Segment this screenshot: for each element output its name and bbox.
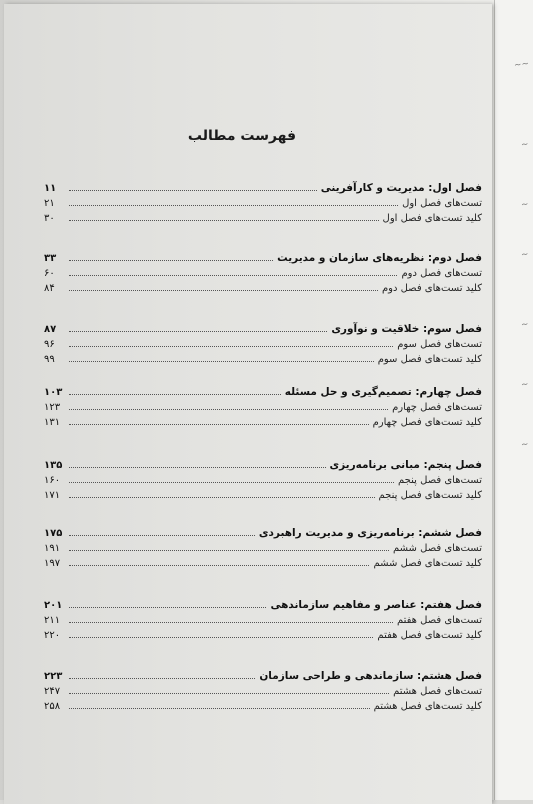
- page-number: ۸۴: [44, 283, 55, 294]
- dot-leader: [69, 393, 281, 395]
- dot-leader: [69, 677, 255, 679]
- margin-handwriting: ~~: [513, 58, 530, 72]
- dot-leader: [69, 692, 389, 694]
- book-page: [4, 4, 492, 804]
- margin-handwriting: ~: [520, 379, 530, 391]
- page-title: فهرست مطالب: [187, 128, 297, 144]
- page-number: ۱۱: [44, 183, 57, 194]
- dot-leader: [69, 274, 397, 276]
- tests-entry[interactable]: [44, 398, 482, 413]
- tests-entry-label: تست‌های فصل سوم: [397, 339, 482, 350]
- dot-leader: [69, 636, 373, 638]
- chapter-title[interactable]: [44, 593, 482, 611]
- dot-leader: [69, 534, 255, 536]
- dot-leader: [69, 707, 370, 709]
- page-number: ۱۰۳: [44, 387, 63, 398]
- tests-entry[interactable]: [44, 539, 482, 554]
- dot-leader: [69, 496, 375, 498]
- page-number: ۱۷۵: [44, 528, 63, 539]
- dot-leader: [69, 408, 388, 410]
- dot-leader: [69, 345, 393, 347]
- page-number: ۳۳: [44, 253, 57, 264]
- chapter-title-label: فصل پنجم: مبانی برنامه‌ریزی: [329, 459, 482, 471]
- dot-leader: [69, 564, 369, 566]
- tests-entry[interactable]: [44, 682, 482, 697]
- page-number: ۱۷۱: [44, 490, 61, 501]
- dot-leader: [69, 621, 393, 623]
- chapter-title-label: فصل سوم: خلاقیت و نوآوری: [331, 323, 482, 335]
- dot-leader: [69, 289, 378, 291]
- dot-leader: [69, 549, 389, 551]
- tests-entry-label: تست‌های فصل چهارم: [392, 402, 482, 413]
- tests-entry-label: تست‌های فصل ششم: [392, 543, 482, 554]
- answer-key-entry[interactable]: [44, 350, 482, 365]
- page-number: ۱۶۰: [44, 475, 61, 486]
- page-number: ۱۳۵: [44, 460, 63, 471]
- page-number: ۲۱۱: [44, 615, 61, 626]
- chapter-title-label: فصل هشتم: سازماندهی و طراحی سازمان: [259, 670, 482, 682]
- page-number: ۲۱: [44, 198, 55, 209]
- chapter-title-label: فصل اول: مدیریت و کارآفرینی: [320, 182, 482, 194]
- answer-key-entry-label: کلید تست‌های فصل سوم: [377, 354, 482, 365]
- tests-entry-label: تست‌های فصل دوم: [401, 268, 482, 279]
- answer-key-entry-label: کلید تست‌های فصل پنجم: [378, 490, 482, 501]
- toc-chapter: [44, 453, 482, 501]
- tests-entry-label: تست‌های فصل هشتم: [393, 686, 482, 697]
- chapter-title-label: فصل هفتم: عناصر و مفاهیم سازماندهی: [270, 599, 482, 611]
- toc-chapter: [44, 521, 482, 569]
- toc-chapter: [44, 593, 482, 641]
- toc-chapter: [44, 664, 482, 712]
- chapter-title[interactable]: [44, 453, 482, 471]
- answer-key-entry[interactable]: [44, 279, 482, 294]
- margin-handwriting: ~: [520, 249, 530, 261]
- page-number: ۲۴۷: [44, 686, 61, 697]
- chapter-title[interactable]: [44, 521, 482, 539]
- margin-handwriting: ~: [520, 139, 530, 151]
- chapter-title[interactable]: [44, 176, 482, 194]
- answer-key-entry[interactable]: [44, 554, 482, 569]
- toc-chapter: [44, 380, 482, 428]
- answer-key-entry-label: کلید تست‌های فصل اول: [382, 213, 482, 224]
- page-number: ۹۶: [44, 339, 55, 350]
- page-number: ۲۵۸: [44, 701, 61, 712]
- tests-entry-label: تست‌های فصل هفتم: [396, 615, 482, 626]
- tests-entry[interactable]: [44, 471, 482, 486]
- page-number: ۶۰: [44, 268, 55, 279]
- margin-handwriting: ~: [520, 199, 530, 211]
- tests-entry[interactable]: [44, 611, 482, 626]
- dot-leader: [69, 606, 266, 608]
- tests-entry-label: تست‌های فصل اول: [402, 198, 482, 209]
- dot-leader: [69, 466, 326, 468]
- dot-leader: [69, 481, 394, 483]
- answer-key-entry[interactable]: [44, 626, 482, 641]
- dot-leader: [69, 360, 374, 362]
- answer-key-entry-label: کلید تست‌های فصل هفتم: [377, 630, 482, 641]
- toc-chapter: [44, 176, 482, 224]
- toc-chapter: [44, 317, 482, 365]
- page-number: ۲۲۰: [44, 630, 61, 641]
- answer-key-entry[interactable]: [44, 413, 482, 428]
- tests-entry[interactable]: [44, 264, 482, 279]
- answer-key-entry-label: کلید تست‌های فصل چهارم: [372, 417, 482, 428]
- tests-entry-label: تست‌های فصل پنجم: [398, 475, 482, 486]
- chapter-title-label: فصل دوم: نظریه‌های سازمان و مدیریت: [277, 252, 482, 264]
- chapter-title[interactable]: [44, 317, 482, 335]
- answer-key-entry-label: کلید تست‌های فصل دوم: [381, 283, 482, 294]
- page-number: ۱۹۷: [44, 558, 61, 569]
- answer-key-entry[interactable]: [44, 697, 482, 712]
- chapter-title[interactable]: [44, 380, 482, 398]
- tests-entry[interactable]: [44, 194, 482, 209]
- dot-leader: [69, 423, 369, 425]
- chapter-title[interactable]: [44, 664, 482, 682]
- answer-key-entry[interactable]: [44, 209, 482, 224]
- page-number: ۱۲۳: [44, 402, 61, 413]
- adjacent-page-edge: [494, 0, 533, 800]
- page-number: ۸۷: [44, 324, 57, 335]
- answer-key-entry[interactable]: [44, 486, 482, 501]
- tests-entry[interactable]: [44, 335, 482, 350]
- dot-leader: [69, 204, 398, 206]
- page-number: ۳۰: [44, 213, 55, 224]
- page-number: ۲۲۳: [44, 671, 63, 682]
- margin-handwriting: ~: [520, 439, 530, 451]
- dot-leader: [69, 189, 317, 191]
- chapter-title-label: فصل ششم: برنامه‌ریزی و مدیریت راهبردی: [258, 527, 482, 539]
- dot-leader: [69, 219, 379, 221]
- answer-key-entry-label: کلید تست‌های فصل ششم: [373, 558, 482, 569]
- page-number: ۲۰۱: [44, 600, 63, 611]
- chapter-title[interactable]: [44, 246, 482, 264]
- chapter-title-label: فصل چهارم: تصمیم‌گیری و حل مسئله: [284, 386, 482, 398]
- answer-key-entry-label: کلید تست‌های فصل هشتم: [373, 701, 482, 712]
- dot-leader: [69, 330, 327, 332]
- page-number: ۱۳۱: [44, 417, 61, 428]
- page-number: ۱۹۱: [44, 543, 61, 554]
- dot-leader: [69, 259, 273, 261]
- margin-handwriting: ~: [520, 319, 530, 331]
- page-number: ۹۹: [44, 354, 55, 365]
- toc-chapter: [44, 246, 482, 294]
